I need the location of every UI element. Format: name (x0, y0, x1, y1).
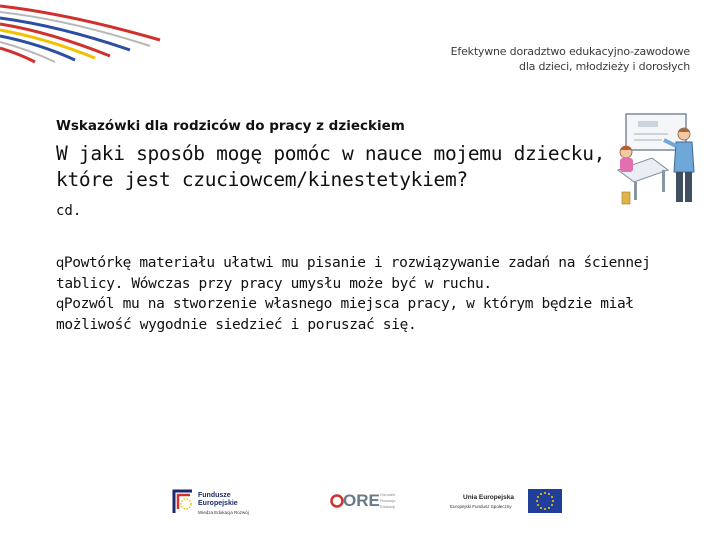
continued-label: cd. (56, 203, 82, 219)
fundusze-europejskie-emblem-icon (172, 489, 194, 515)
fe-line3: Wiedza Edukacja Rozwój (198, 510, 249, 515)
ore-small-line: Edukacji (380, 504, 396, 509)
bullet-list (56, 253, 696, 335)
organization-title (451, 44, 690, 74)
ue-line2: Europejski Fundusz Społeczny (450, 504, 512, 509)
ore-small-line: Rozwoju (380, 498, 396, 503)
bullet-item (56, 253, 696, 294)
ue-line1: Unia Europejska (463, 494, 514, 501)
ore-text: ORE (343, 491, 380, 510)
bullet-marker-icon: q (56, 256, 64, 271)
ore-small-line: Ośrodek (380, 492, 396, 497)
bullet-marker-icon: q (56, 297, 64, 312)
bullet-text: Powtórkę materiału ułatwi mu pisanie i rozwiązywanie zadań na ściennej tablicy. Wówczas przy pracy umysłu może być w ruchu. (56, 255, 651, 292)
eu-flag-icon (528, 489, 562, 513)
corner-stripes (0, 0, 170, 70)
slide-subtitle: Wskazówki dla rodziców do pracy z dzieckiem (56, 118, 405, 134)
fe-line2: Europejskie (198, 500, 238, 507)
ore-logo (330, 486, 405, 522)
ore-ring-icon (330, 494, 344, 508)
org-title-line1: Efektywne doradztwo edukacyjno-zawodowe (450, 45, 690, 58)
bullet-text: Pozwól mu na stworzenie własnego miejsca pracy, w którym będzie miał możliwość wygodnie siedzieć i poruszać się. (56, 296, 634, 333)
unia-europejska-logo (448, 486, 568, 522)
slide-heading: W jaki sposób mogę pomóc w nauce mojemu dziecku, które jest czuciowcem/kinestetykiem? (56, 142, 606, 191)
teacher-child-illustration-icon (612, 110, 704, 210)
fe-line1: Fundusze (198, 492, 231, 499)
org-title-line2: dla dzieci, młodzieży i dorosłych (519, 60, 690, 73)
bullet-item (56, 294, 696, 335)
fundusze-europejskie-logo (170, 486, 265, 522)
